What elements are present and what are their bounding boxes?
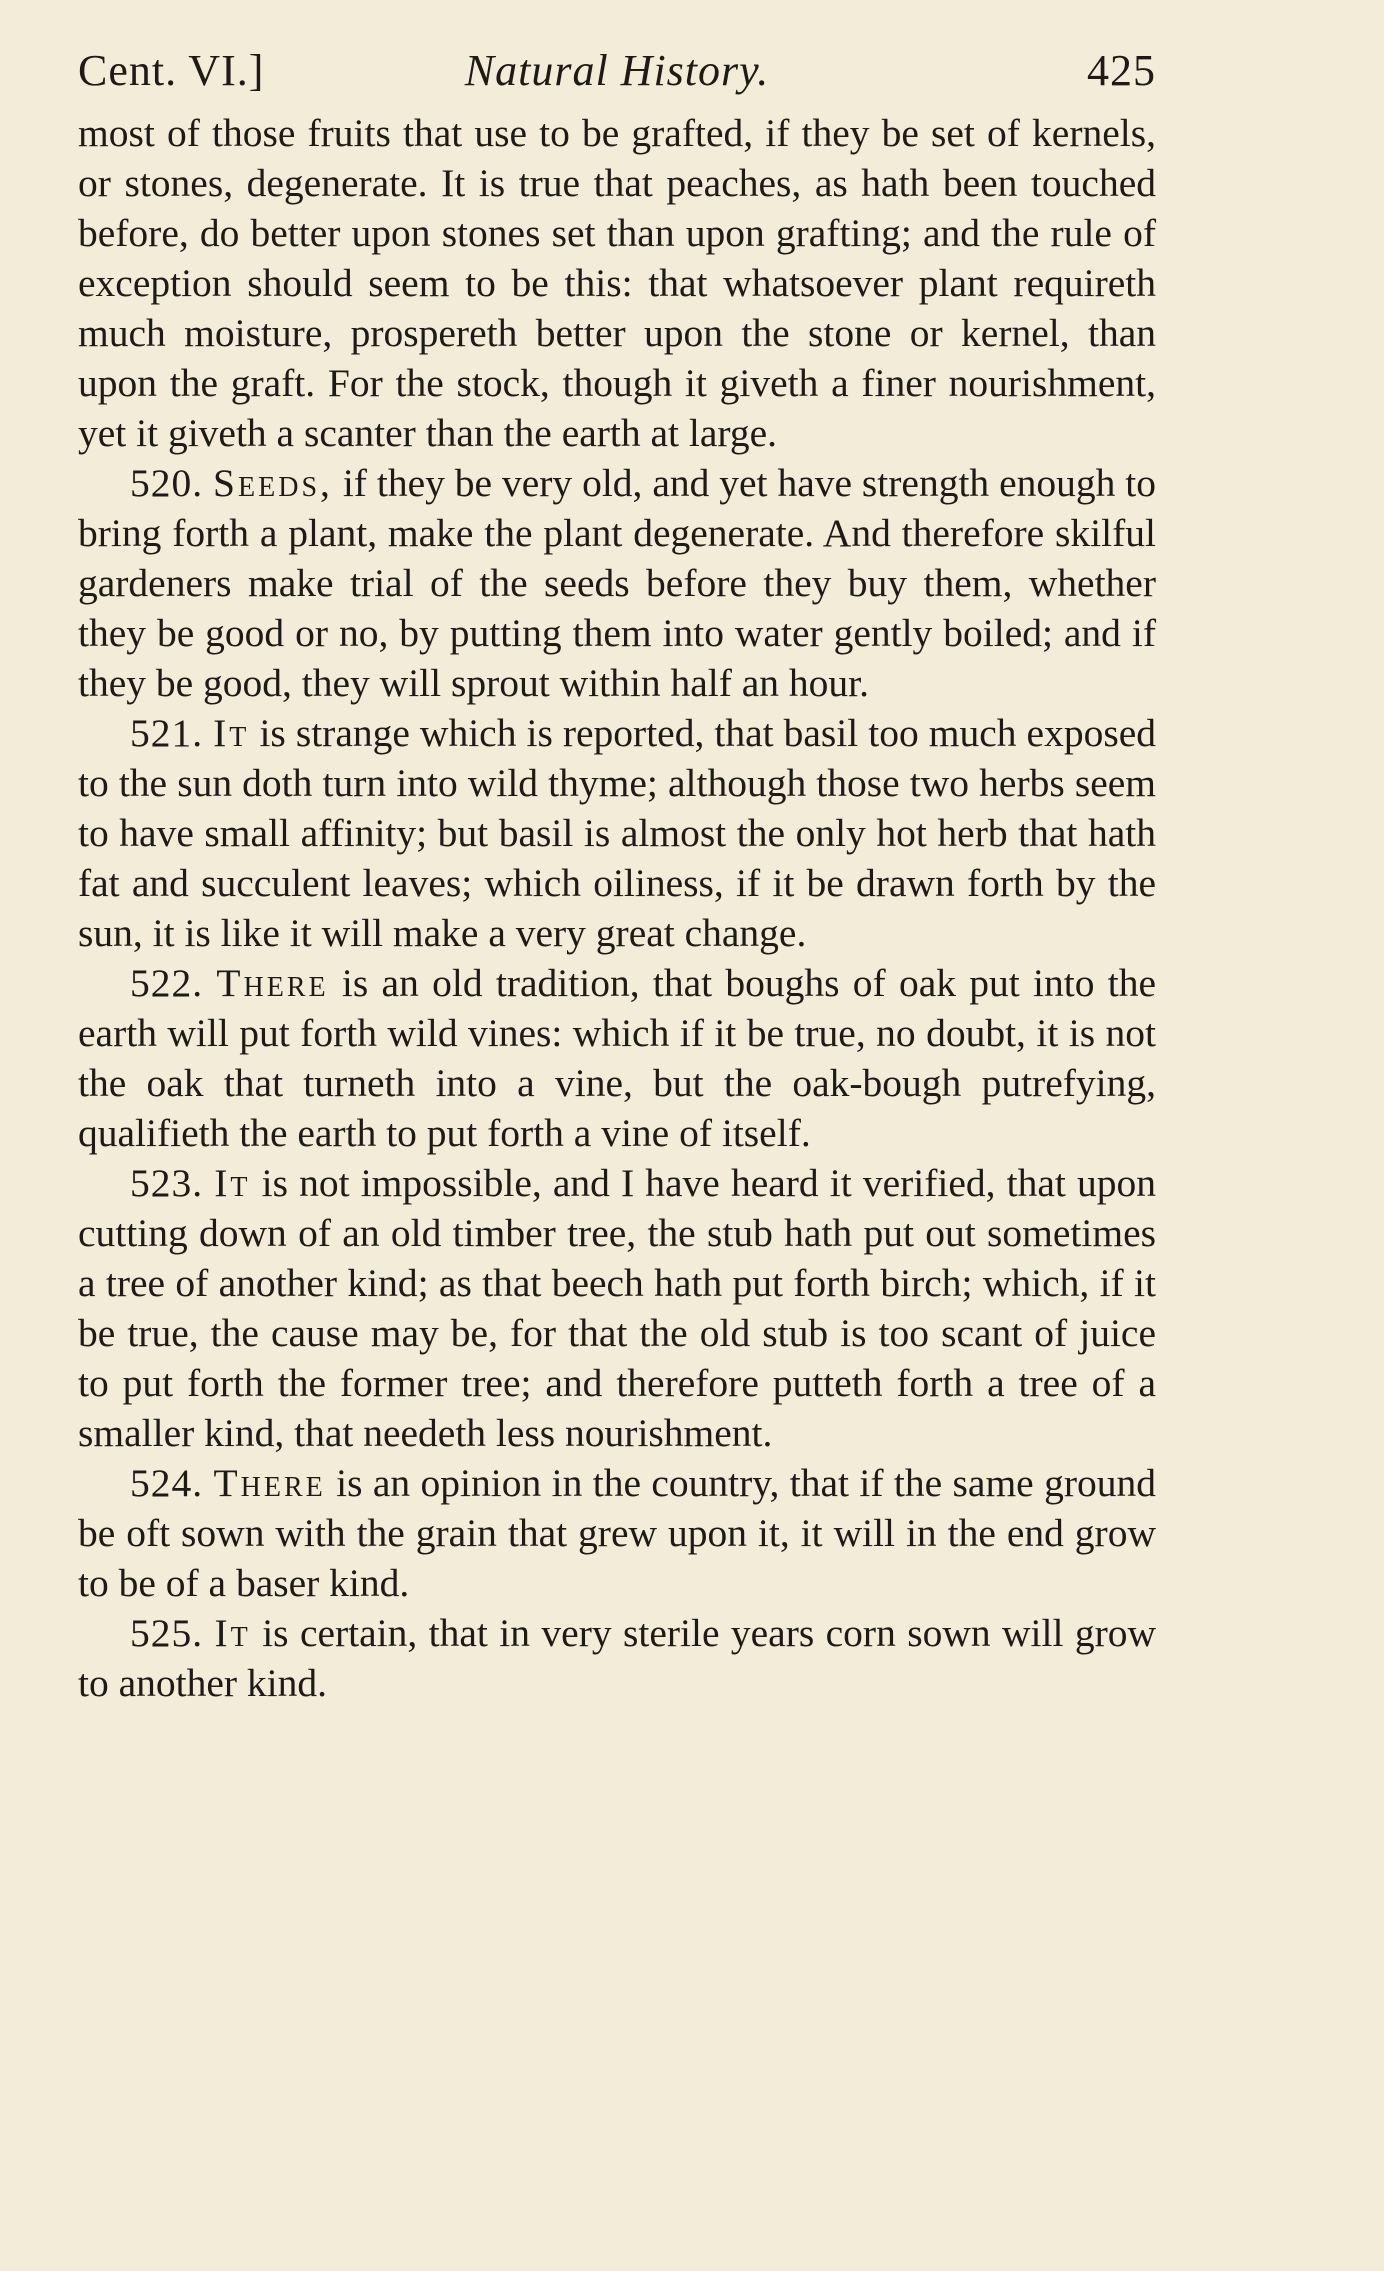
paragraph-text: is strange which is reported, that basil too much exposed to the sun doth turn into wild thyme; although those two herbs seem to have small affinity; but basil is almost the only hot herb that hath fat and succulent leaves; which oiliness, if it be drawn forth by the sun, it is like it will make a very great change. [78,711,1156,955]
paragraph-number: 521. [130,711,204,755]
paragraph-521 [78,708,1156,958]
book-page [78,40,1156,1708]
paragraph-lead-word: It [214,1161,251,1205]
paragraph-525 [78,1608,1156,1708]
paragraph-number: 522. [130,961,204,1005]
continued-paragraph: most of those fruits that use to be grafted, if they be set of kernels, or stones, degenerate. It is true that peaches, as hath been touched before, do better upon stones set than upon grafting; and the rule of exception should seem to be this: that whatsoever plant requireth much moisture, prospereth better upon the stone or kernel, than upon the graft. For the stock, though it giveth a finer nourishment, yet it giveth a scanter than the earth at large. [78,111,1156,455]
paragraph-lead-word: There [216,961,329,1005]
paragraph-number: 524. [130,1461,204,1505]
paragraph-lead-word: It [213,711,250,755]
body-text [78,108,1156,1708]
paragraph-522 [78,958,1156,1158]
paragraph-lead-word: Seeds, [213,461,333,505]
paragraph-text: is an opinion in the country, that if the same ground be oft sown with the grain that grew upon it, it will in the end grow to be of a baser kind. [78,1461,1156,1605]
paragraph-524 [78,1458,1156,1608]
paragraph-lead-word: It [214,1611,251,1655]
paragraph-number: 525. [130,1611,204,1655]
paragraph-523 [78,1158,1156,1458]
paragraph-text: is not impossible, and I have heard it verified, that upon cutting down of an old timber tree, the stub hath put out sometimes a tree of another kind; as that beech hath put forth birch; which, if it be true, the cause may be, for that the old stub is too scant of juice to put forth the former tree; and therefore putteth forth a tree of a smaller kind, that needeth less nourishment. [78,1161,1157,1455]
chapter-marker: Cent. VI.] [78,46,265,95]
paragraph-number: 523. [130,1161,204,1205]
paragraph-text: is certain, that in very sterile years corn sown will grow to another kind. [78,1611,1157,1705]
paragraph-number: 520. [130,461,204,505]
running-title: Natural History. [464,46,770,95]
paragraph-lead-word: There [213,1461,326,1505]
paragraph-520 [78,458,1156,708]
paragraph-text: if they be very old, and yet have strength enough to bring forth a plant, make the plant degenerate. And therefore skilful gardeners make trial of the seeds before they buy them, whether they be good or no, by putting them into water gently boiled; and if they be good, they will sprout within half an hour. [78,461,1157,705]
running-head [78,40,1156,102]
page-number: 425 [1087,46,1156,95]
paragraph-text: is an old tradition, that boughs of oak put into the earth will put forth wild vines: which if it be true, no doubt, it is not the oak that turneth into a vine, but the oak-bough putrefying, qualifieth the earth to put forth a vine of itself. [78,961,1156,1155]
